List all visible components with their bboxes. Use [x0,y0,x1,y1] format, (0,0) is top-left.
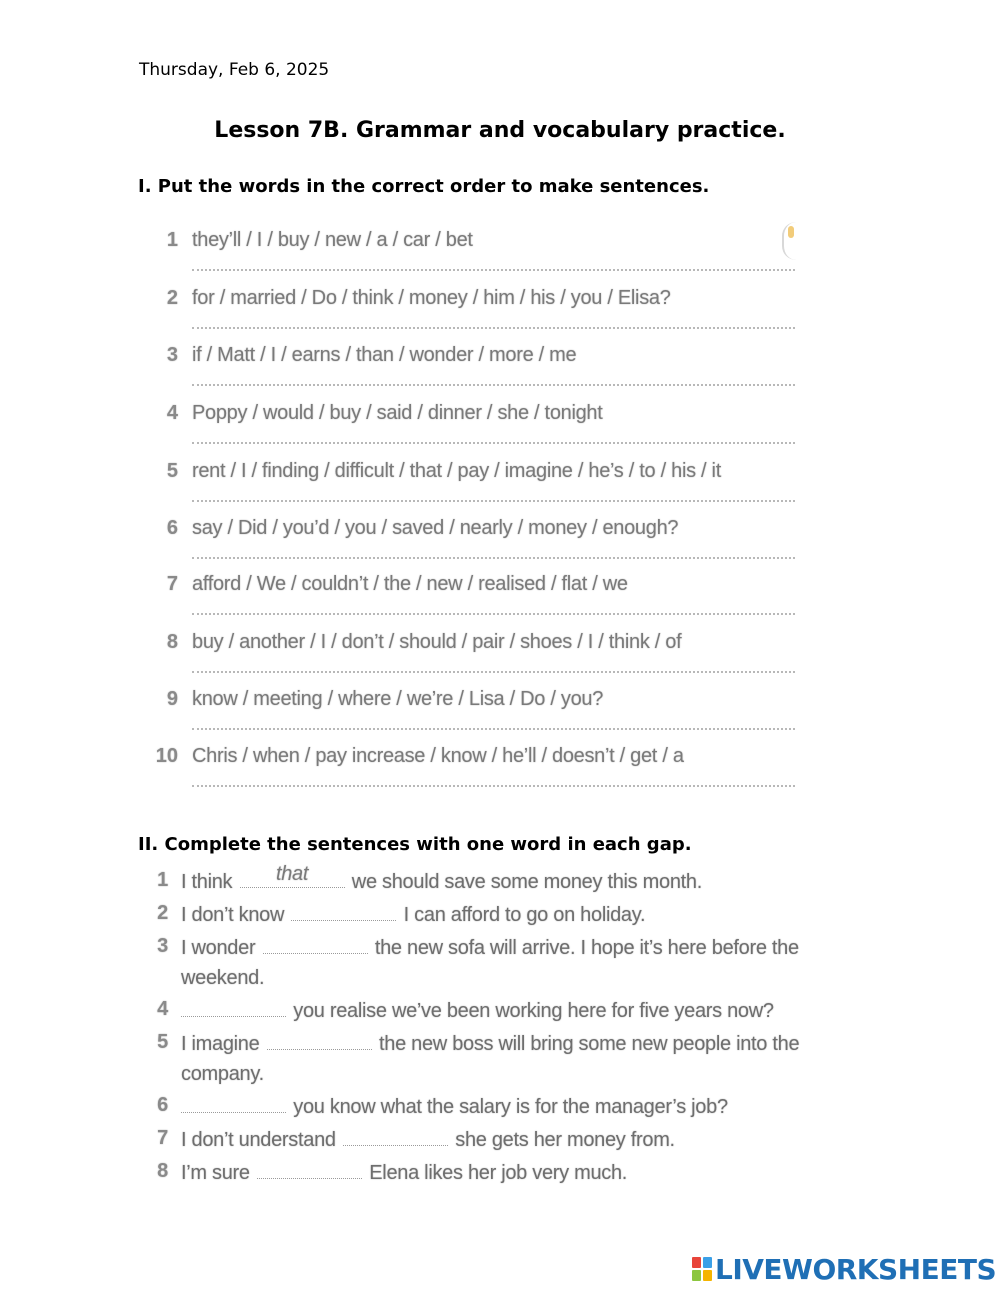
date: Thursday, Feb 6, 2025 [139,60,330,80]
exercise1-item [150,745,795,803]
answer-line[interactable] [192,728,795,730]
gap-blank[interactable] [267,1027,372,1050]
gap-blank[interactable] [263,931,368,954]
sentence-end: you realise we’ve been working here for five years now? [293,1000,774,1022]
answer-line[interactable] [192,613,795,615]
exercise1-item [150,573,795,631]
scrambled-words: for / married / Do / think / money / him / his / you / Elisa? [192,287,671,309]
item-number: 1 [166,229,178,251]
scrambled-words: know / meeting / where / we’re / Lisa / Do / you? [192,688,604,710]
answer-line[interactable] [192,442,795,444]
gap-blank[interactable] [181,1090,286,1113]
sentence-start: I’m sure [181,1162,250,1184]
exercise1-item [150,688,795,746]
item-number: 3 [157,935,168,957]
exercise2-item [150,1027,810,1087]
exercise1-item [150,402,795,460]
page-title: Lesson 7B. Grammar and vocabulary practice. [214,118,786,143]
exercise2-item [150,1156,810,1188]
item-number: 5 [157,1031,168,1053]
item-number: 7 [166,573,178,595]
exercise2-item [150,931,810,991]
item-number: 4 [157,998,168,1020]
scrambled-words: rent / I / finding / difficult / that / pay / imagine / he’s / to / his / it [192,460,721,482]
logo-text: LIVEWORKSHEETS [715,1252,997,1286]
scrambled-words: say / Did / you’d / you / saved / nearly / money / enough? [192,517,679,539]
exercise1-item [150,344,795,402]
sentence-end: she gets her money from. [455,1129,675,1151]
exercise1-item [150,517,795,575]
section1-heading: I. Put the words in the correct order to make sentences. [138,176,710,197]
scrambled-words: buy / another / I / don’t / should / pair / shoes / I / think / of [192,631,682,653]
answer-line[interactable] [192,671,795,673]
item-number: 3 [166,344,178,366]
sentence-end: we should save some money this month. [351,871,702,893]
item-number: 8 [166,631,178,653]
sentence-end: you know what the salary is for the manager’s job? [293,1096,728,1118]
exercise2-item [150,1090,810,1122]
answer-line[interactable] [192,557,795,559]
example-answer: that [275,863,309,885]
sentence-end: the new sofa will arrive. I hope it’s here before the weekend. [181,937,799,989]
item-number: 2 [166,287,178,309]
item-number: 7 [157,1127,168,1149]
scrambled-words: if / Matt / I / earns / than / wonder / more / me [192,344,577,366]
gap-blank[interactable] [257,1156,362,1179]
answer-line[interactable] [192,269,795,271]
gap-blank[interactable] [291,898,396,921]
exercise1-item [150,287,795,345]
answer-line[interactable] [192,384,795,386]
sentence-end: I can afford to go on holiday. [403,904,646,926]
scrambled-words: they’ll / I / buy / new / a / car / bet [192,229,473,251]
answer-line[interactable] [192,500,795,502]
liveworksheets-logo [692,1252,996,1286]
scrambled-words: Chris / when / pay increase / know / he’ll / doesn’t / get / a [192,745,684,767]
sentence-start: I don’t understand [181,1129,336,1151]
sentence-start: I imagine [181,1033,260,1055]
exercise2-item [150,994,810,1026]
item-number: 6 [166,517,178,539]
item-number: 5 [166,460,178,482]
sentence-end: the new boss will bring some new people into the company. [181,1033,800,1085]
logo-blocks-icon [692,1257,712,1281]
item-number: 1 [157,869,168,891]
sentence-start: I wonder [181,937,256,959]
scrambled-words: afford / We / couldn’t / the / new / realised / flat / we [192,573,628,595]
item-number: 8 [157,1160,168,1182]
item-number: 6 [157,1094,168,1116]
item-number: 4 [166,402,178,424]
exercise2-item [150,898,810,930]
gap-blank[interactable] [181,994,286,1017]
item-number: 9 [166,688,178,710]
sentence-end: Elena likes her job very much. [369,1162,628,1184]
item-number: 2 [157,902,168,924]
item-number: 10 [155,745,178,767]
section2-heading: II. Complete the sentences with one word in each gap. [138,834,692,855]
exercise1-item [150,229,795,287]
sentence-start: I think [181,871,233,893]
scrambled-words: Poppy / would / buy / said / dinner / she / tonight [192,402,603,424]
exercise1-item [150,631,795,689]
exercise2-item [150,865,810,897]
exercise1-item [150,460,795,518]
gap-blank[interactable] [343,1123,448,1146]
gap-blank[interactable] [240,865,345,888]
answer-line[interactable] [192,785,795,787]
exercise2-item [150,1123,810,1155]
sentence-start: I don’t know [181,904,285,926]
answer-line[interactable] [192,327,795,329]
